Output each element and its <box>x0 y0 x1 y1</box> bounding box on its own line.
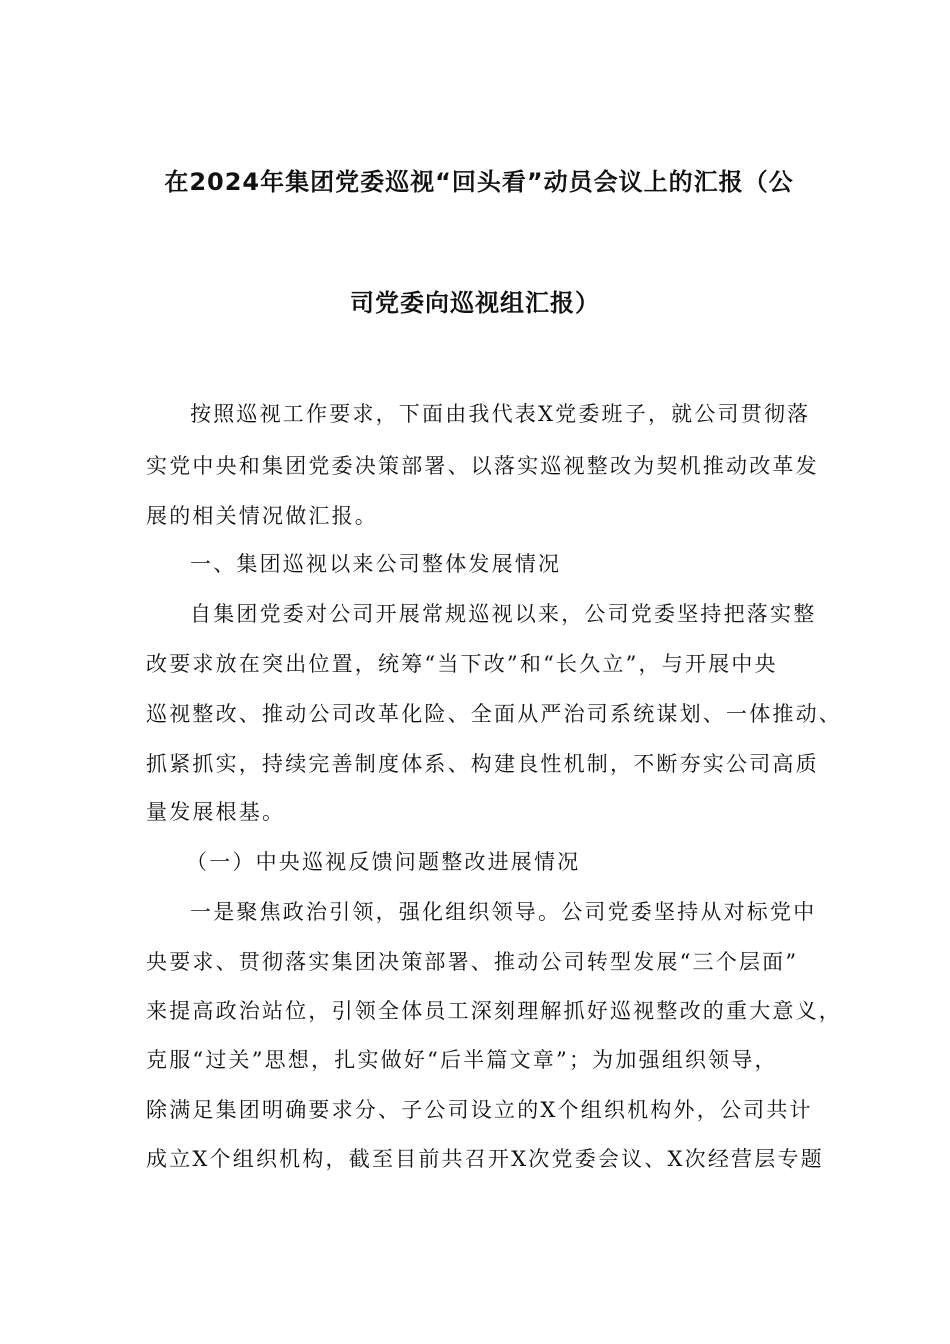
paragraph-3-line-2: 央要求、贯彻落实集团决策部署、推动公司转型发展“三个层面” <box>146 950 799 974</box>
section-heading-1: 一、集团巡视以来公司整体发展情况 <box>190 552 562 576</box>
paragraph-2-line-2: 改要求放在突出位置，统筹“当下改”和“长久立”，与开展中央 <box>146 652 778 676</box>
paragraph-3-line-1: 一是聚焦政治引领，强化组织领导。公司党委坚持从对标党中 <box>190 900 817 924</box>
document-title-line-2: 司党委向巡视组汇报） <box>350 289 600 317</box>
subsection-heading-1: （一）中央巡视反馈问题整改进展情况 <box>186 850 581 874</box>
paragraph-2-line-5: 量发展根基。 <box>146 800 286 824</box>
paragraph-1-line-2: 实党中央和集团党委决策部署、以落实巡视整改为契机推动改革发 <box>146 454 819 478</box>
paragraph-2-line-1: 自集团党委对公司开展常规巡视以来，公司党委坚持把落实整 <box>190 602 817 626</box>
paragraph-2-line-4: 抓紧抓实，持续完善制度体系、构建良性机制，不断夯实公司高质 <box>146 752 819 776</box>
document-title-line-1: 在2024年集团党委巡视“回头看”动员会议上的汇报（公 <box>164 168 794 196</box>
paragraph-3-line-5: 除满足集团明确要求分、子公司设立的X个组织机构外，公司共计 <box>146 1098 813 1122</box>
paragraph-3-line-3: 来提高政治站位，引领全体员工深刻理解抓好巡视整改的重大意义， <box>146 999 842 1023</box>
paragraph-1-line-1: 按照巡视工作要求，下面由我代表X党委班子，就公司贯彻落 <box>190 402 811 426</box>
paragraph-3-line-6: 成立X个组织机构，截至目前共召开X次党委会议、X次经营层专题 <box>146 1147 824 1171</box>
paragraph-1-line-3: 展的相关情况做汇报。 <box>146 504 378 528</box>
paragraph-2-line-3: 巡视整改、推动公司改革化险、全面从严治司系统谋划、一体推动、 <box>146 702 842 726</box>
paragraph-3-line-4: 克服“过关”思想，扎实做好“后半篇文章”；为加强组织领导， <box>146 1048 778 1072</box>
